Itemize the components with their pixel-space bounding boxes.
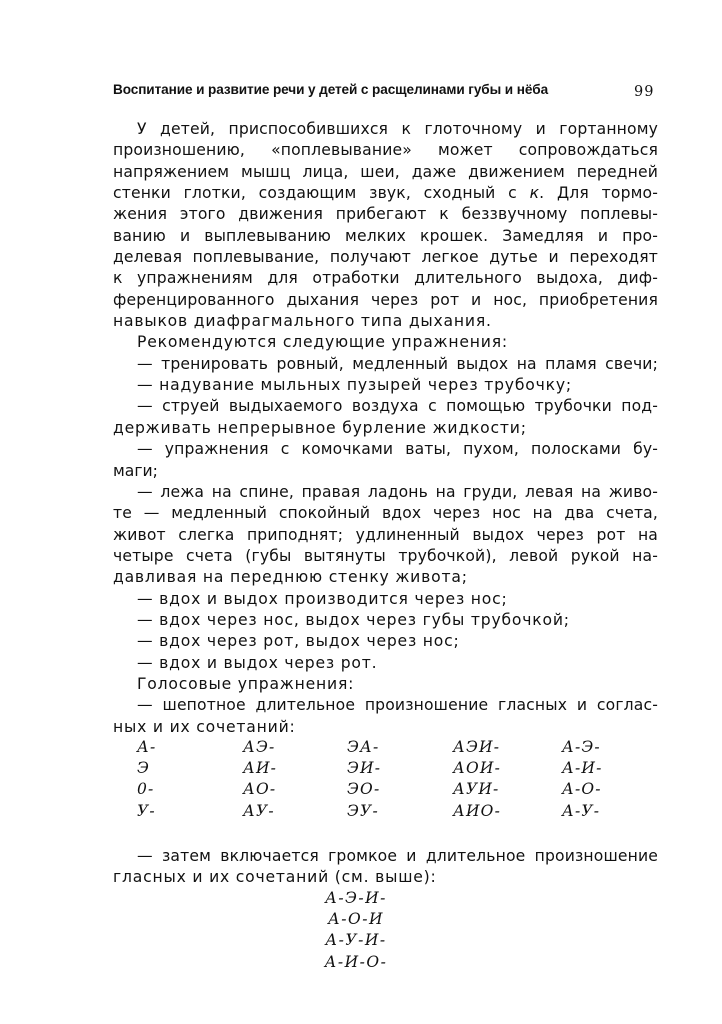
- list-item-continuation: держивать непрерывное бурление жидкости;: [113, 418, 527, 437]
- list-item-continuation: давливая на переднюю стенку живота;: [113, 568, 468, 587]
- vowel-cell: АОИ-: [453, 759, 502, 778]
- line-text-tail: . Для тормо-: [539, 184, 658, 203]
- running-header-title: Воспитание и развитие речи у детей с расщелинами губы и нёба: [113, 82, 549, 97]
- list-item: — затем включается громкое и длительное произношение: [137, 847, 658, 865]
- paragraph-line: произношению, «поплевывание» может сопровождаться: [113, 141, 658, 160]
- vowel-cell: А-Э-: [562, 738, 601, 756]
- exercises-heading: Рекомендуются следующие упражнения:: [137, 333, 508, 352]
- vowel-cell: АИО-: [453, 801, 502, 820]
- paragraph-line: ванию и выплевыванию мелких крошек. Замедляя и про-: [113, 226, 658, 245]
- paragraph-line: ференцированного дыхания через рот и нос, приобретения: [113, 290, 658, 309]
- vowel-cell: 0-: [137, 780, 155, 799]
- paragraph-line: навыков диафрагмального типа дыхания.: [113, 312, 492, 331]
- vowel-cell: А-И-: [562, 759, 603, 778]
- vowel-cell: ЭО-: [347, 780, 381, 799]
- vowel-column: [347, 737, 457, 822]
- vowel-cell: АУ-: [243, 801, 275, 820]
- vowel-sequence: А-И-О-: [324, 952, 388, 971]
- vowel-cell: АЭИ-: [453, 738, 501, 756]
- paragraph-line: делевая поплевывание, получают легкое дутье и переходят: [113, 248, 658, 267]
- vowel-cell: АИ-: [243, 759, 278, 778]
- vowel-column: [137, 737, 247, 822]
- closing-text: [113, 846, 658, 889]
- line-text: стенки глотки, создающим звук, сходный с: [113, 184, 530, 203]
- loud-vowel-sequences: [0, 888, 722, 973]
- list-item: — струей выдыхаемого воздуха с помощью трубочки под-: [137, 397, 658, 416]
- vowel-cell: АУИ-: [453, 780, 500, 799]
- body-text: [113, 119, 658, 738]
- vowel-cell: У-: [137, 801, 156, 820]
- vowel-cell: Э: [137, 759, 151, 778]
- paragraph-line: [113, 183, 658, 204]
- vowel-cell: ЭУ-: [347, 801, 379, 820]
- list-item-continuation: ных и их сочетаний:: [113, 717, 296, 736]
- vowel-sequence: А-О-И: [328, 910, 384, 929]
- list-item: — вдох через нос, выдох через губы трубочкой;: [137, 610, 570, 629]
- list-item: — надувание мыльных пузырей через трубочку;: [137, 376, 572, 395]
- list-item: — тренировать ровный, медленный выдох на пламя свечи;: [137, 354, 658, 373]
- list-item: — вдох и выдох производится через нос;: [137, 589, 508, 608]
- vowel-cell: АЭ-: [243, 738, 276, 756]
- vowel-column: [562, 737, 672, 822]
- vowel-sequence: А-Э-И-: [325, 889, 387, 907]
- vowel-cell: А-У-: [562, 801, 601, 820]
- paragraph-line: жения этого движения прибегают к беззвучному поплевы-: [113, 205, 658, 224]
- list-item: — шепотное длительное произношение гласных и соглас-: [137, 696, 658, 715]
- list-item-continuation: живот слегка приподнят; удлиненный выдох через рот на: [113, 525, 658, 544]
- list-item: — упражнения с комочками ваты, пухом, полосками бу-: [137, 440, 658, 459]
- vowel-column: [453, 737, 563, 822]
- list-item-continuation: маги;: [113, 461, 158, 480]
- page-number: 99: [634, 84, 655, 100]
- vowel-cell: А-О-: [562, 780, 602, 799]
- paragraph-line: к упражнениям для отработки длительного выдоха, диф-: [113, 269, 658, 288]
- list-item-continuation: гласных и их сочетаний (см. выше):: [113, 868, 437, 887]
- paragraph-line: У детей, приспособившихся к глоточному и гортанному: [137, 120, 658, 138]
- paragraph-line: напряжением мышц лица, шеи, даже движением передней: [113, 162, 658, 181]
- italic-letter-k: к: [529, 184, 540, 203]
- list-item-continuation: те — медленный спокойный вдох через нос на два счета,: [113, 504, 658, 523]
- vowel-cell: ЭА-: [347, 738, 380, 756]
- list-item: — вдох и выдох через рот.: [137, 653, 378, 672]
- list-item: — вдох через рот, выдох через нос;: [137, 632, 460, 651]
- vowel-cell: ЭИ-: [347, 759, 382, 778]
- list-item-continuation: четыре счета (губы вытянуты трубочкой), левой рукой на-: [113, 546, 658, 565]
- voice-exercises-heading: Голосовые упражнения:: [137, 674, 355, 693]
- vowel-cell: АО-: [243, 780, 277, 799]
- vowel-sequence: А-У-И-: [325, 931, 387, 950]
- vowel-column: [243, 737, 353, 822]
- list-item: — лежа на спине, правая ладонь на груди, левая на живо-: [137, 482, 658, 501]
- vowel-cell: А-: [137, 738, 157, 756]
